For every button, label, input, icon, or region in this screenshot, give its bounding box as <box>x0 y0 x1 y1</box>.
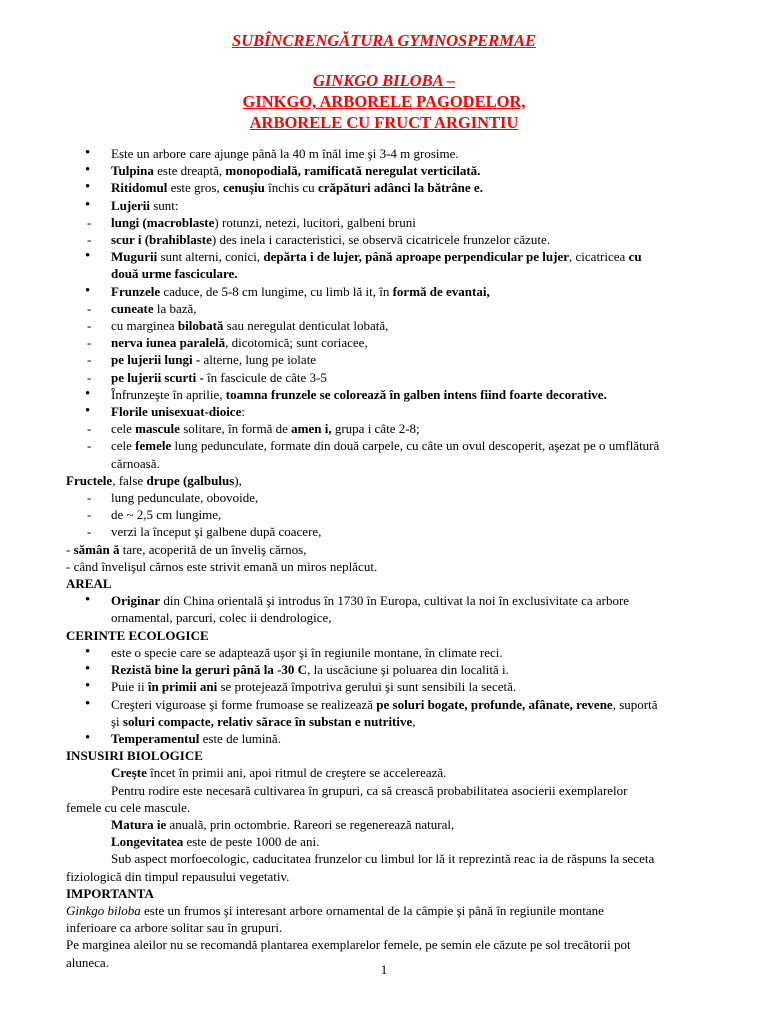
cerinte-line: şi soluri compacte, relativ sărace în substan e nutritive, <box>111 713 416 729</box>
species-title: GINKGO BILOBA – <box>312 71 456 90</box>
desc-line: - lung pedunculate, obovoide, <box>66 489 716 506</box>
desc-line: - sămân ă tare, acoperită de un înveliş cărnos, <box>66 541 307 557</box>
insusiri-line: fiziologică din timpul repausului vegetativ. <box>66 868 290 884</box>
desc-line: - nerva iunea paralelă, dicotomică; sunt coriacee, <box>66 334 716 351</box>
insusiri-line: Sub aspect morfoecologic, caducitatea frunzelor cu limbul lor lă it reprezintă reac ia de răspuns la seceta <box>111 851 655 867</box>
common-names-line-1: GINKGO, ARBORELE PAGODELOR, <box>242 92 526 111</box>
desc-line: • Mugurii sunt alterni, conici, depărta i de lujer, până aproape perpendicular pe lujer, cicatricea cu <box>66 248 716 265</box>
insusiri-line: Longevitatea este de peste 1000 de ani. <box>111 834 320 850</box>
insusiri-line: Pentru rodire este necesară cultivarea în grupuri, ca să crească probabilitatea asocierii exemplarelor <box>111 782 628 798</box>
cerinte-line: • Rezistă bine la geruri până la -30 C, la uscăciune şi poluarea din localită i. <box>66 661 716 678</box>
desc-line: Fructele, false drupe (galbulus), <box>66 472 242 488</box>
importanta-line: Pe marginea aleilor nu se recomandă plantarea exemplarelor femele, pe semin ele căzute pe sol trecătorii pot <box>66 937 631 953</box>
cerinte-line: • Puie ii în primii ani se protejează împotriva gerului şi sunt sensibili la secetă. <box>66 678 716 695</box>
insusiri-line: Matura ie anuală, prin octombrie. Rareori se regenerează natural, <box>111 816 455 832</box>
cerinte-line: • este o specie care se adaptează uşor şi în regiunile montane, în climate reci. <box>66 644 716 661</box>
cerinte-line: • Temperamentul este de lumină. <box>66 730 716 747</box>
desc-line: • Este un arbore care ajunge până la 40 m înăl ime şi 3-4 m grosime. <box>66 145 716 162</box>
insusiri-line: Creşte încet în primii ani, apoi ritmul de creştere se accelerează. <box>111 765 447 781</box>
section-heading-importanta: IMPORTANTA <box>66 885 154 901</box>
desc-line: • Frunzele caduce, de 5-8 cm lungime, cu limb lă it, în formă de evantai, <box>66 283 716 300</box>
importanta-line: Ginkgo biloba este un frumos şi interesant arbore ornamental de la câmpie şi până în regiunile montane <box>66 902 604 918</box>
areal-line: ornamental, parcuri, colec ii dendrologice, <box>111 610 332 626</box>
desc-line: • Înfrunzeşte în aprilie, toamna frunzele se colorează în galben intens fiind foarte decorative. <box>66 386 716 403</box>
species-title-block <box>0 70 768 133</box>
desc-line: • Ritidomul este gros, cenuşiu închis cu crăpături adânci la bătrâne e. <box>66 179 716 196</box>
importanta-line: aluneca. <box>66 954 109 970</box>
areal-line: • Originar din China orientală şi introdus în 1730 în Europa, cultivat la noi în exclusivitate ca arbore <box>66 592 716 609</box>
document-body <box>66 145 716 971</box>
section-heading-areal: AREAL <box>66 576 112 592</box>
desc-line: - cele femele lung pedunculate, formate din două carpele, cu câte un ovul descoperit, aşezat pe o umflătură <box>66 437 716 454</box>
desc-line: două urme fasciculare. <box>111 266 238 282</box>
desc-line: - verzi la început şi galbene după coacere, <box>66 523 716 540</box>
desc-line: - cele mascule solitare, în formă de amen i, grupa i câte 2-8; <box>66 420 716 437</box>
desc-line: - pe lujerii scurti - în fascicule de câte 3-5 <box>66 369 716 386</box>
desc-line: - pe lujerii lungi - alterne, lung pe iolate <box>66 351 716 368</box>
insusiri-line: femele cu cele mascule. <box>66 799 191 815</box>
section-heading-insusiri: INSUSIRI BIOLOGICE <box>66 748 203 764</box>
desc-line: - de ~ 2,5 cm lungime, <box>66 506 716 523</box>
desc-line: - lungi (macroblaste) rotunzi, netezi, lucitori, galbeni bruni <box>66 214 716 231</box>
importanta-line: inferioare ca arbore solitar sau în grupuri. <box>66 920 283 936</box>
desc-line: • Florile unisexuat-dioice: <box>66 403 716 420</box>
desc-line: • Lujerii sunt: <box>66 197 716 214</box>
section-heading-cerinte: CERINTE ECOLOGICE <box>66 627 209 643</box>
desc-line: • Tulpina este dreaptă, monopodială, ramificată neregulat verticilată. <box>66 162 716 179</box>
desc-line: - scur i (brahiblaste) des inela i caracteristici, se observă cicatricele frunzelor căzute. <box>66 231 716 248</box>
common-names-line-2: ARBORELE CU FRUCT ARGINTIU <box>249 113 519 132</box>
cerinte-line: • Creşteri viguroase şi forme frumoase se realizează pe soluri bogate, profunde, afânate, revene, suportă <box>66 696 716 713</box>
desc-line: - cuneate la bază, <box>66 300 716 317</box>
desc-line: cărnoasă. <box>111 455 160 471</box>
desc-line: - cu marginea bilobată sau neregulat denticulat lobată, <box>66 317 716 334</box>
page-number: 1 <box>380 962 388 977</box>
document-title: SUBÎNCRENGĂTURA GYMNOSPERMAE <box>232 31 536 50</box>
desc-line: - când învelişul cărnos este strivit emană un miros neplăcut. <box>66 558 378 574</box>
